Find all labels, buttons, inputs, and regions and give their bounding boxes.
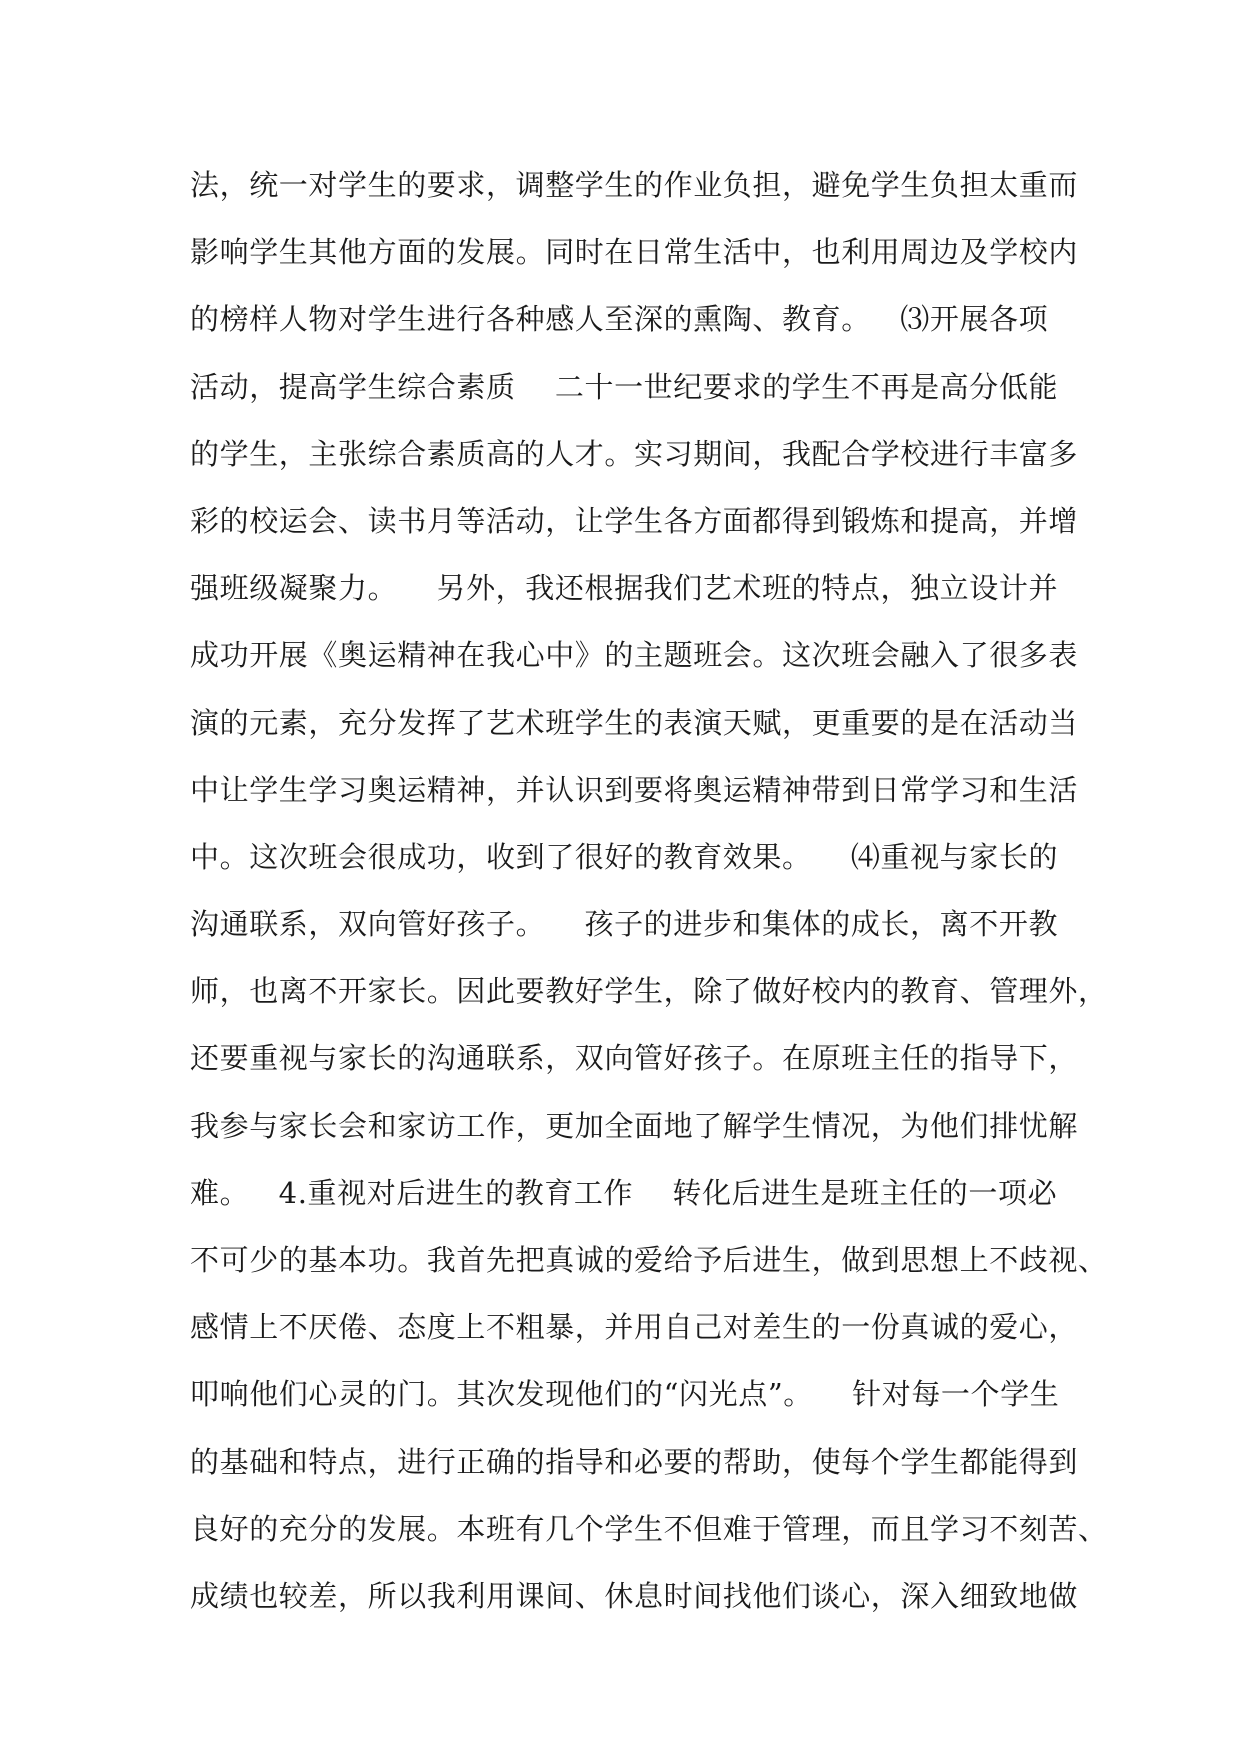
text-line: 的榜样人物对学生进行各种感人至深的熏陶、教育。 ⑶开展各项 bbox=[190, 302, 1049, 337]
text-line: 中让学生学习奥运精神，并认识到要将奥运精神带到日常学习和生活 bbox=[190, 772, 1079, 807]
text-line: 法，统一对学生的要求，调整学生的作业负担，避免学生负担太重而 bbox=[190, 168, 1079, 202]
text-line: 良好的充分的发展。本班有几个学生不但难于管理，而且学习不刻苦、 bbox=[190, 1511, 1108, 1546]
text-line: 中。这次班会很成功，收到了很好的教育效果。 ⑷重视与家长的 bbox=[190, 839, 1059, 874]
text-line: 我参与家长会和家访工作，更加全面地了解学生情况，为他们排忧解 bbox=[190, 1108, 1079, 1143]
text-line: 演的元素，充分发挥了艺术班学生的表演天赋，更重要的是在活动当 bbox=[190, 705, 1079, 740]
text-line: 影响学生其他方面的发展。同时在日常生活中，也利用周边及学校内 bbox=[190, 235, 1079, 270]
text-line: 成绩也较差，所以我利用课间、休息时间找他们谈心，深入细致地做 bbox=[190, 1578, 1079, 1613]
body-text bbox=[190, 152, 1108, 1630]
text-line: 感情上不厌倦、态度上不粗暴，并用自己对差生的一份真诚的爱心， bbox=[190, 1310, 1079, 1345]
text-line: 沟通联系，双向管好孩子。 孩子的进步和集体的成长，离不开教 bbox=[190, 907, 1059, 942]
text-line: 的学生，主张综合素质高的人才。实习期间，我配合学校进行丰富多 bbox=[190, 436, 1079, 471]
text-line: 彩的校运会、读书月等活动，让学生各方面都得到锻炼和提高，并增 bbox=[190, 503, 1079, 538]
text-line: 成功开展《奥运精神在我心中》的主题班会。这次班会融入了很多表 bbox=[190, 638, 1079, 673]
text-line: 难。 4.重视对后进生的教育工作 转化后进生是班主任的一项必 bbox=[190, 1175, 1058, 1210]
text-line: 活动，提高学生综合素质 二十一世纪要求的学生不再是高分低能 bbox=[190, 369, 1059, 404]
text-line: 强班级凝聚力。 另外，我还根据我们艺术班的特点，独立设计并 bbox=[190, 571, 1059, 606]
text-line: 不可少的基本功。我首先把真诚的爱给予后进生，做到思想上不歧视、 bbox=[190, 1243, 1108, 1277]
text-line: 叩响他们心灵的门。其次发现他们的“闪光点”。 针对每一个学生 bbox=[190, 1377, 1060, 1412]
text-line: 还要重视与家长的沟通联系，双向管好孩子。在原班主任的指导下， bbox=[190, 1041, 1079, 1076]
text-line: 师，也离不开家长。因此要教好学生，除了做好校内的教育、管理外， bbox=[190, 974, 1108, 1009]
text-line: 的基础和特点，进行正确的指导和必要的帮助，使每个学生都能得到 bbox=[190, 1444, 1079, 1479]
